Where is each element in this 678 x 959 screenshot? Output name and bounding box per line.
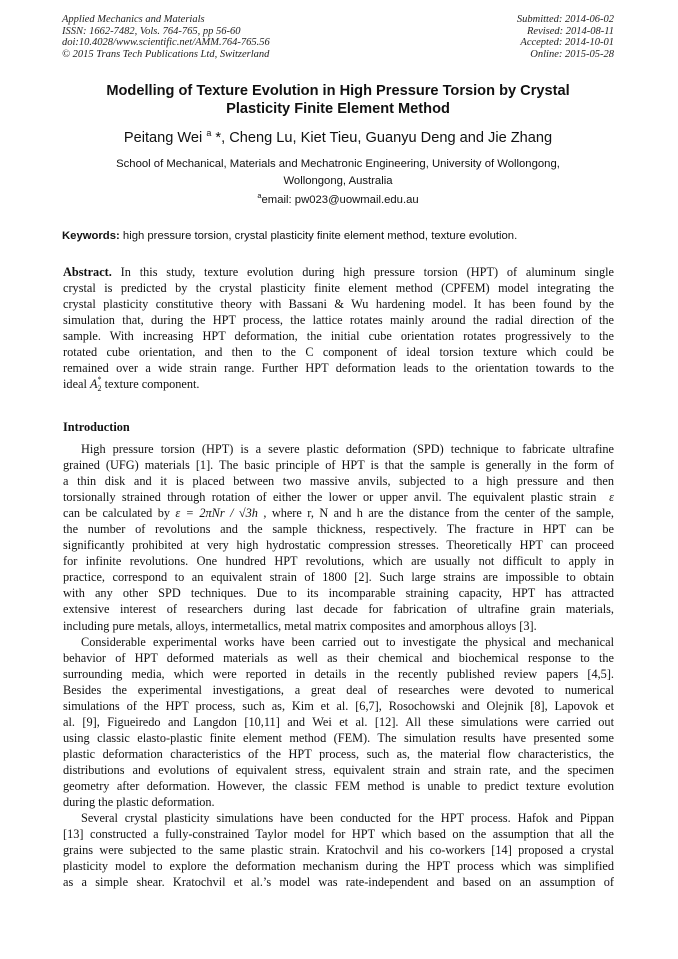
math-epsilon: ε <box>609 490 614 505</box>
body-line: distributions and evolutions of equivalent stress, equivalent strain and strain rate, and the specimen <box>63 762 614 777</box>
author-email <box>62 193 614 207</box>
body-line: behavior of HPT deformed materials as well as their chemical and biochemical response to the <box>63 650 614 665</box>
introduction-body <box>63 441 614 890</box>
body-text: torsionally strained through rotation of either the lower or upper anvil. The equivalent plastic strain <box>63 490 597 505</box>
email-sep: : <box>288 194 292 206</box>
body-line: practice, correspond to an equivalent strain of 1800 [2]. Such large strains are impossible to obtain <box>63 570 614 585</box>
body-text: , where r, N and h are the distance from the center of the sample, <box>257 506 614 521</box>
abstract-line: crystal is predicted by the crystal plasticity finite element method (CPFEM) model integrating the <box>63 281 614 296</box>
body-line: grains were subjected to the same plastic strain. Kratochvil and his co-workers [14] proposed a crystal <box>63 843 614 858</box>
affiliation <box>62 156 614 189</box>
body-line: including pure metals, alloys, intermetallics, metal matrix composites and amorphous alloys [3]. <box>63 618 537 633</box>
body-line: simulations of the HPT process, such as, Kim et al. [6,7], Rosochowski and Olejnik [8], Lapovok et <box>63 698 614 713</box>
abstract-text: texture component. <box>101 377 200 392</box>
date-online: Online: 2015-05-28 <box>530 48 614 60</box>
abstract-line: remained over a wide strain range. Further HPT deformation leads to the orientation towards to the <box>63 361 614 376</box>
body-line: [13] constructed a fully-constrained Taylor model for HPT which based on the assumption that all the <box>63 827 614 842</box>
body-line <box>63 505 614 521</box>
author-list <box>62 129 614 147</box>
abstract-line: simulation that, during the HPT process, the lattice rotates mainly around the radial direction of the <box>63 313 614 328</box>
body-line: as a simple shear. Kratochvil et al.’s model was rate-independent and based on an assumption of <box>63 875 614 890</box>
abstract-line: sample. With increasing HPT deformation, the initial cube orientation rotates progressively to the <box>63 329 614 344</box>
author-sup: a <box>206 128 212 138</box>
math-symbol: A <box>89 377 98 392</box>
abstract-line: rotated cube orientation, and then to the C component of ideal torsion texture which could be <box>63 345 614 360</box>
math-superscript: * <box>97 375 102 385</box>
date-submitted: Submitted: 2014-06-02 <box>516 14 614 25</box>
body-line: the number of revolutions and the sample thickness, respectively. The fracture in HPT can be <box>63 522 614 537</box>
body-line: Several crystal plasticity simulations have been conducted for the HPT process. Hafok and Pippan <box>81 811 614 826</box>
body-line: plastic deformation characteristics of the HPT process, such as, the material flow characteristics, the <box>63 746 614 761</box>
keywords <box>62 229 614 243</box>
author-rest: *, Cheng Lu, Kiet Tieu, Guanyu Deng and Jie Zhang <box>211 130 553 146</box>
abstract-label: Abstract. <box>63 265 112 279</box>
title-line: Plasticity Finite Element Method <box>226 101 450 117</box>
math-formula: ε = 2πNr / √3h <box>175 506 258 521</box>
body-line: plasticity model to explore the deformation mechanism during the HPT process which was simplified <box>63 859 614 874</box>
section-heading-introduction: Introduction <box>63 420 130 434</box>
journal-info <box>62 14 270 60</box>
email-label: email <box>261 194 289 206</box>
email-sup: a <box>257 191 262 200</box>
body-line: a thin disk and it is placed between two massive anvils, subjected to a high pressure and then <box>63 474 614 489</box>
body-line: for infinite revolutions. One hundred HPT revolutions, which are usually not difficult to apply in <box>63 554 614 569</box>
body-line: during the plastic deformation. <box>63 795 215 810</box>
title-line: Modelling of Texture Evolution in High Pressure Torsion by Crystal <box>106 83 570 99</box>
math-subscript: 2 <box>97 384 102 394</box>
body-line: with any other SPD techniques. Due to its incomparable straining capacity, HPT has attracted <box>63 586 614 601</box>
abstract-line <box>63 376 614 392</box>
abstract-text: ideal <box>63 377 90 392</box>
body-line: Besides the experimental investigations, a great deal of researches were devoted to numerical <box>63 682 614 697</box>
body-text: can be calculated by <box>63 506 176 521</box>
abstract-line: crystal plasticity constitutive theory with Bassani & Wu hardening model. It has been found by the <box>63 297 614 312</box>
body-line: al. [9], Figueiredo and Langdon [10,11] and Wei et al. [12]. All these simulations were carried out <box>63 714 614 729</box>
date-accepted: Accepted: 2014-10-01 <box>520 37 614 48</box>
body-line: High pressure torsion (HPT) is a severe plastic deformation (SPD) technique to fabricate ultrafine <box>81 442 614 456</box>
abstract <box>63 264 614 392</box>
affiliation-line: School of Mechanical, Materials and Mechatronic Engineering, University of Wollongong, <box>116 158 560 170</box>
publication-dates <box>517 14 614 60</box>
keywords-text: high pressure torsion, crystal plasticity finite element method, texture evolution. <box>122 230 518 242</box>
journal-doi: doi:10.4028/www.scientific.net/AMM.764-765.56 <box>62 37 270 48</box>
body-line: using classic elasto-plastic finite element method (FEM). The simulation results have presented some <box>63 730 614 745</box>
journal-name: Applied Mechanics and Materials <box>62 14 205 25</box>
abstract-text: In this study, texture evolution during high pressure torsion (HPT) of aluminum single <box>111 265 614 279</box>
abstract-line <box>63 264 614 280</box>
body-line: surrounding media, which were reported in details in the recently published review papers [4,5]. <box>63 666 614 681</box>
body-line: geometry after deformation. However, the classic FEM method is unable to predict texture evolution <box>63 778 614 793</box>
affiliation-line: Wollongong, Australia <box>283 174 393 187</box>
body-line: significantly prohibited at very high hydrostatic compression stresses. Theoretically HPT can proceed <box>63 538 614 553</box>
body-line <box>63 489 614 505</box>
body-line: extensive interest of researchers during last decade for fabrication of ultrafine grain materials, <box>63 602 614 617</box>
author-first: Peitang Wei <box>123 130 203 146</box>
keywords-label: Keywords: <box>62 230 120 242</box>
paper-title <box>62 82 614 118</box>
date-revised: Revised: 2014-08-11 <box>527 25 614 37</box>
body-line: grained (UFG) materials [1]. The basic principle of HPT is that the sample is generally in the form of <box>63 458 614 473</box>
journal-copyright: © 2015 Trans Tech Publications Ltd, Switzerland <box>62 48 270 60</box>
journal-issn: ISSN: 1662-7482, Vols. 764-765, pp 56-60 <box>62 25 241 37</box>
body-line: Considerable experimental works have been carried out to investigate the physical and mechanical <box>81 634 614 649</box>
email-address[interactable]: pw023@uowmail.edu.au <box>294 194 419 206</box>
